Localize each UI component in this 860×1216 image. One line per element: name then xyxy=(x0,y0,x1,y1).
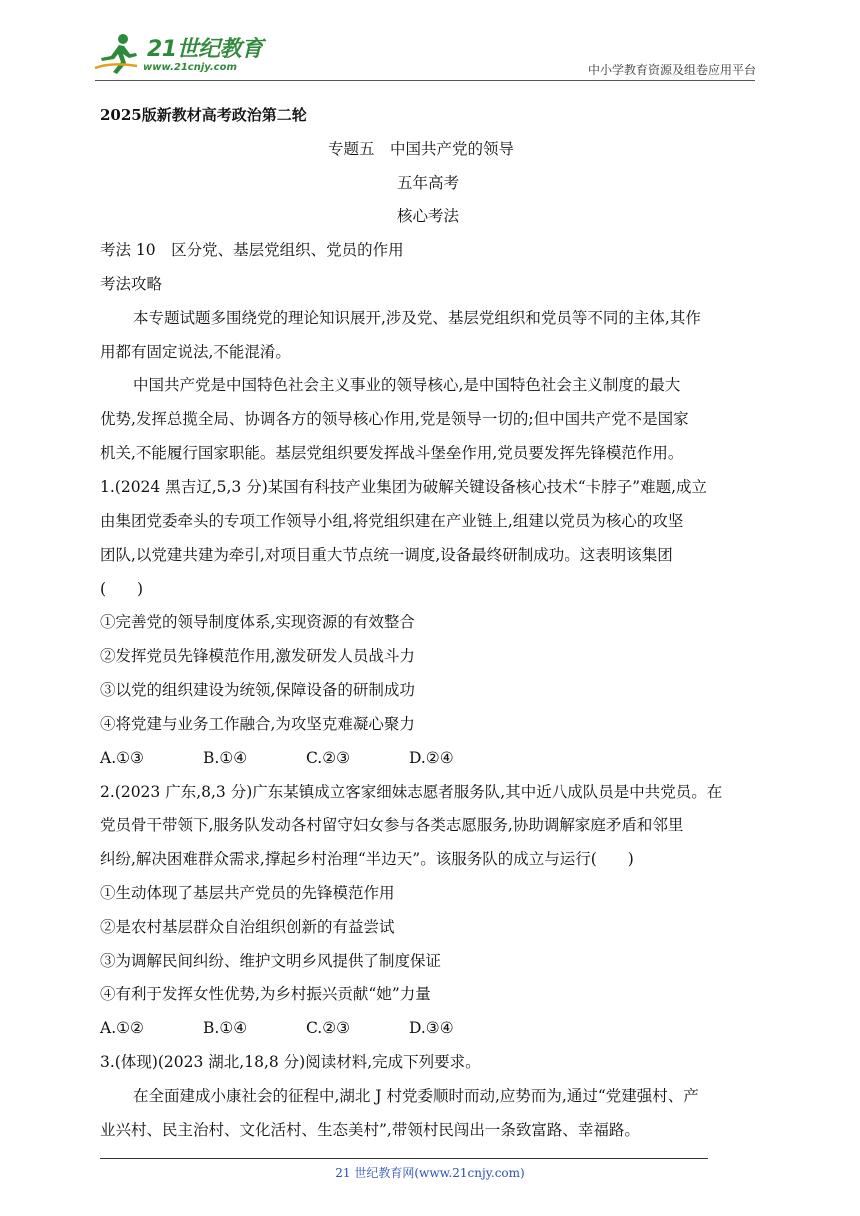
statement-item: ④有利于发挥女性优势,为乡村振兴贡献“她”力量 xyxy=(100,985,431,1003)
choice-option: C.②③ xyxy=(306,1019,351,1037)
choice-option: A.①② xyxy=(100,1019,144,1037)
logo-url: www.21cnjy.com xyxy=(143,62,237,73)
footer-divider xyxy=(100,1158,708,1159)
material-line: 在全面建成小康社会的征程中,湖北 J 村党委顺时而动,应势而为,通过“党建强村、产 xyxy=(133,1087,699,1105)
paragraph-line: 用都有固定说法,不能混淆。 xyxy=(100,343,291,361)
paragraph-line: 中国共产党是中国特色社会主义事业的领导核心,是中国特色社会主义制度的最大 xyxy=(133,376,681,394)
page-header xyxy=(0,0,860,80)
header-divider xyxy=(95,80,755,81)
material-line: 业兴村、民主治村、文化活村、生态美村”,带领村民闯出一条致富路、幸福路。 xyxy=(100,1121,640,1139)
answer-blank: ( ) xyxy=(100,580,144,598)
paragraph-line: 本专题试题多围绕党的理论知识展开,涉及党、基层党组织和党员等不同的主体,其作 xyxy=(133,309,701,327)
statement-item: ②是农村基层群众自治组织创新的有益尝试 xyxy=(100,918,395,936)
question-stem: 2.(2023 广东,8,3 分)广东某镇成立客家细妹志愿者服务队,其中近八成队员是中共党员。在 xyxy=(100,783,723,801)
method-heading: 考法 10 区分党、基层党组织、党员的作用 xyxy=(100,241,404,259)
choice-option: B.①④ xyxy=(203,749,248,767)
logo-brand: 21世纪教育 xyxy=(147,37,263,62)
strategy-label: 考法攻略 xyxy=(100,275,163,293)
logo xyxy=(93,32,263,80)
choice-option: A.①③ xyxy=(100,749,144,767)
paragraph-line: 机关,不能履行国家职能。基层党组织要发挥战斗堡垒作用,党员要发挥先锋模范作用。 xyxy=(100,444,684,462)
section-subtitle: 五年高考 xyxy=(397,174,460,192)
question-stem: 党员骨干带领下,服务队发动各村留守妇女参与各类志愿服务,协助调解家庭矛盾和邻里 xyxy=(100,816,684,834)
paragraph-line: 优势,发挥总揽全局、协调各方的领导核心作用,党是领导一切的;但中国共产党不是国家 xyxy=(100,410,689,428)
question-stem: 由集团党委牵头的专项工作领导小组,将党组织建在产业链上,组建以党员为核心的攻坚 xyxy=(100,512,684,530)
header-platform-text: 中小学教育资源及组卷应用平台 xyxy=(587,63,756,77)
question-stem: 3.(体现)(2023 湖北,18,8 分)阅读材料,完成下列要求。 xyxy=(100,1053,481,1071)
statement-item: ①生动体现了基层共产党员的先锋模范作用 xyxy=(100,884,395,902)
question-stem: 1.(2024 黑吉辽,5,3 分)某国有科技产业集团为破解关键设备核心技术“卡脖子”难题,成立 xyxy=(100,478,708,496)
choice-option: B.①④ xyxy=(203,1019,248,1037)
statement-item: ②发挥党员先锋模范作用,激发研发人员战斗力 xyxy=(100,647,415,665)
footer-link[interactable]: 21 世纪教育网(www.21cnjy.com) xyxy=(335,1166,525,1180)
choice-option: D.②④ xyxy=(409,749,454,767)
statement-item: ①完善党的领导制度体系,实现资源的有效整合 xyxy=(100,613,415,631)
topic-title: 专题五 中国共产党的领导 xyxy=(328,140,515,158)
statement-item: ③以党的组织建设为统领,保障设备的研制成功 xyxy=(100,681,415,699)
choice-option: D.③④ xyxy=(409,1019,454,1037)
statement-item: ④将党建与业务工作融合,为攻坚克难凝心聚力 xyxy=(100,715,415,733)
question-stem: 团队,以党建共建为牵引,对项目重大节点统一调度,设备最终研制成功。这表明该集团 xyxy=(100,546,673,564)
section-subtitle: 核心考法 xyxy=(397,207,460,225)
question-stem: 纠纷,解决困难群众需求,撑起乡村治理“半边天”。该服务队的成立与运行( ) xyxy=(100,850,634,868)
runner-logo-icon xyxy=(93,32,145,76)
document-title: 2025版新教材高考政治第二轮 xyxy=(100,106,307,124)
statement-item: ③为调解民间纠纷、维护文明乡风提供了制度保证 xyxy=(100,952,442,970)
choice-option: C.②③ xyxy=(306,749,351,767)
